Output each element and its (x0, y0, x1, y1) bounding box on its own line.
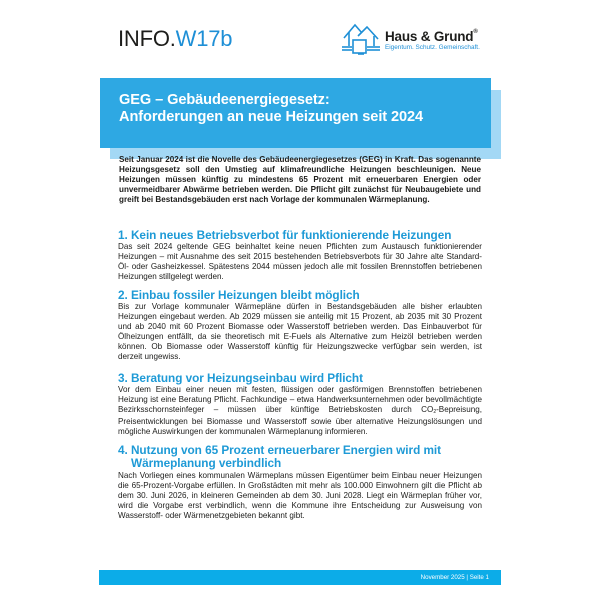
brand-tagline: Eigentum. Schutz. Gemeinschaft. (385, 44, 480, 51)
brand-name (385, 30, 478, 44)
section-3-body-part-1: Vor dem Einbau einer neuen mit festen, flüssigen oder gasförmigen Brennstoffen betriebenen Heizung ist eine Beratung Pflicht. Fachkundige – etwa Handwerksunternehmen oder bevollmächtigte Bezirksschornsteinfeger – müssen über künftige Betriebskosten durch CO (118, 385, 482, 415)
section-4-body: Nach Vorliegen eines kommunalen Wärmeplans müssen Eigentümer beim Einbau neuer Heizungen die 65-Prozent-Vorgabe erfüllen. In Großstädten mit mehr als 100.000 Einwohnern gilt die Pflicht ab dem 30. Juni 2026, in kleineren Gemeinden ab dem 30. Juni 2028. Liegt ein Wärmeplan früher vor, wird die Vorgabe erst verbindlich, wenn die Kommune ihre Entscheidung zur Ausweisung von Wasserstoff- oder Wärmenetzgebieten bekannt gibt. (118, 471, 482, 521)
section-3-body-part-2: -Bepreisung, Preisentwicklungen bei Biomasse und Wasserstoff sowie über alternative Heizungslösungen und mögliche Auswirkungen der kommunalen Wärmeplanung informieren. (118, 405, 482, 437)
section-3-body (118, 385, 482, 437)
co2-subscript: 2 (433, 409, 437, 416)
section-1-body: Das seit 2024 geltende GEG beinhaltet keine neuen Pflichten zum Austausch funktionierender Heizungen – mit Ausnahme des seit 2015 bestehenden Betriebsverbots für 30 Jahre alte Standard-Öl- oder Gasheizkessel. Spätestens 2044 müssen jedoch alle mit fossilen Brennstoffen betriebenen Heizungen stillgelegt werden. (118, 242, 482, 282)
section-1-heading: 1. Kein neues Betriebsverbot für funktionierende Heizungen (118, 228, 452, 242)
brand-name-text: Haus & Grund (385, 29, 474, 44)
section-4-heading-line-2: Wärmeplanung verbindlich (131, 456, 282, 470)
house-logo-icon (340, 20, 382, 60)
registered-mark: ® (473, 29, 478, 35)
doc-code (118, 28, 232, 50)
doc-code-suffix: W17b (175, 26, 233, 51)
section-3-heading: 3. Beratung vor Heizungseinbau wird Pflicht (118, 371, 363, 385)
section-2-body: Bis zur Vorlage kommunaler Wärmepläne dürfen in Bestandsgebäuden alle bisher erlaubten Heizungen eingebaut werden. Ab 2029 müssen sie anteilig mit 15 Prozent, ab 2035 mit 30 Prozent und ab 2040 mit 60 Prozent Biomasse oder Wasserstoff betrieben werden. Das Einbauverbot für Ölheizungen entfällt, da sie theoretisch mit E-Fuels als Alternative zum Heizöl betrieben werden können. Ob Biomasse oder Wasserstoff künftig für Heizungszwecke verfügbar sein werden, ist derzeit ungewiss. (118, 302, 482, 362)
brand-logo (340, 20, 510, 60)
section-4-heading (118, 444, 441, 470)
section-2-heading: 2. Einbau fossiler Heizungen bleibt möglich (118, 288, 360, 302)
footer-date-page: November 2025 | Seite 1 (420, 574, 489, 581)
section-4-heading-line-1: 4. Nutzung von 65 Prozent erneuerbarer Energien wird mit (118, 443, 441, 457)
intro-paragraph: Seit Januar 2024 ist die Novelle des Gebäudeenergiegesetzes (GEG) in Kraft. Das sogenannte Heizungsgesetz soll den Umstieg auf klimafreundliche Heizungen beschleunigen. Neue Heizungen müssen künftig zu mindestens 65 Prozent mit erneuerbaren Energien oder unvermeidbarer Abwärme betrieben werden. Die Pflicht gilt zunächst für Neubaugebiete und greift bei Bestandsgebäuden erst nach Vorlage der kommunalen Wärmeplanung. (119, 155, 481, 205)
page-title (119, 92, 423, 126)
doc-code-prefix: INFO. (118, 26, 176, 51)
footer-bar (99, 570, 501, 585)
title-line-2: Anforderungen an neue Heizungen seit 2024 (119, 109, 424, 125)
title-line-1: GEG – Gebäudeenergiegesetz: (119, 92, 330, 108)
